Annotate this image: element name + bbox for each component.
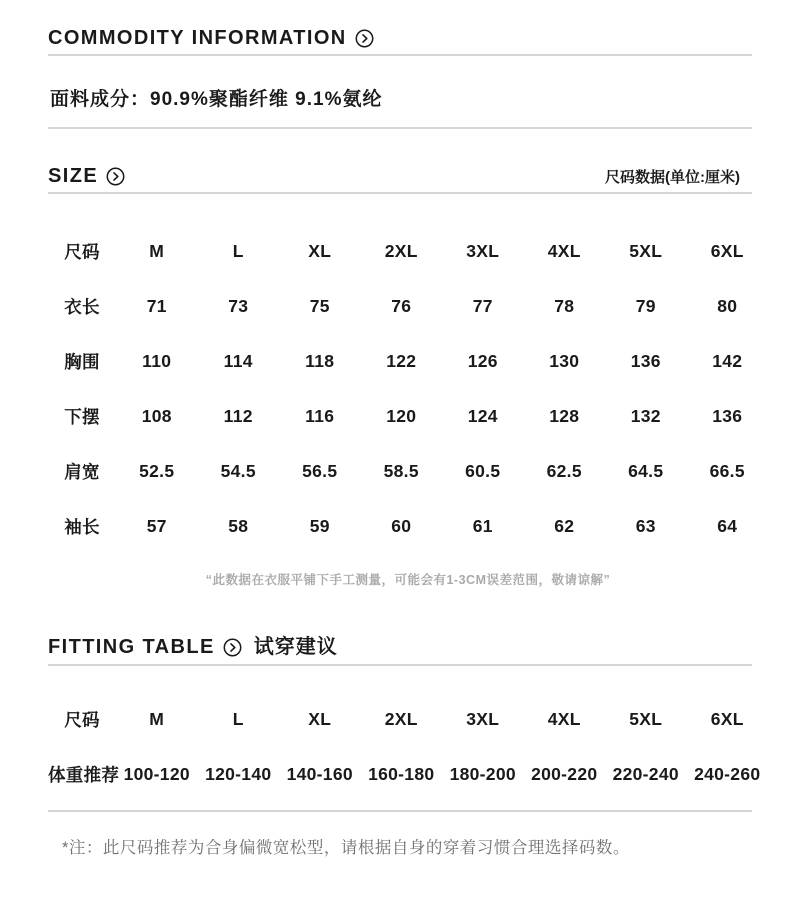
size-cell: 71	[146, 296, 167, 316]
size-cell: 136	[712, 406, 743, 426]
fitting-table-title-en: FITTING TABLE	[48, 636, 215, 658]
size-cell: 58	[228, 516, 249, 536]
row-label: 尺码	[64, 242, 100, 262]
size-cell: 62.5	[546, 461, 582, 481]
size-cell: 118	[305, 351, 335, 371]
fit-cell: 240-260	[694, 764, 761, 784]
fit-cell: 160-180	[368, 764, 435, 784]
commodity-information-title: COMMODITY INFORMATION	[48, 27, 347, 49]
size-cell: 2XL	[384, 241, 418, 261]
size-cell: 66.5	[709, 461, 745, 481]
size-section	[48, 165, 752, 588]
size-cell: 60.5	[465, 461, 501, 481]
size-cell: 114	[223, 351, 253, 371]
size-cell: XL	[308, 241, 332, 261]
fit-cell: XL	[308, 709, 332, 729]
table-row	[48, 334, 768, 389]
fit-cell: M	[149, 709, 165, 729]
row-label: 胸围	[64, 352, 100, 372]
size-cell: M	[149, 241, 165, 261]
size-cell: 59	[309, 516, 330, 536]
fit-cell: 120-140	[205, 764, 272, 784]
table-row	[48, 279, 768, 334]
size-cell: 56.5	[302, 461, 338, 481]
size-cell: 73	[228, 296, 249, 316]
table-row	[48, 499, 768, 554]
size-cell: 57	[146, 516, 167, 536]
fit-cell: 5XL	[629, 709, 663, 729]
size-cell: 78	[554, 296, 575, 316]
divider	[48, 664, 752, 666]
commodity-information-section	[48, 27, 752, 129]
size-cell: 62	[554, 516, 575, 536]
chevron-right-circle-icon[interactable]	[355, 29, 374, 48]
row-label: 体重推荐	[48, 765, 120, 785]
table-row	[48, 224, 768, 279]
size-cell: 63	[635, 516, 656, 536]
size-cell: 64.5	[628, 461, 664, 481]
size-cell: 122	[386, 351, 417, 371]
size-cell: 120	[386, 406, 417, 426]
chevron-right-circle-icon[interactable]	[223, 638, 242, 657]
size-cell: 142	[712, 351, 743, 371]
fitting-table-section	[48, 636, 761, 858]
size-header-left	[48, 165, 125, 187]
divider	[48, 54, 752, 56]
fit-cell: 100-120	[123, 764, 190, 784]
size-cell: 126	[467, 351, 498, 371]
size-cell: 132	[630, 406, 661, 426]
size-cell: 3XL	[466, 241, 500, 261]
size-cell: 80	[717, 296, 738, 316]
row-label: 尺码	[64, 710, 100, 730]
table-row	[48, 444, 768, 499]
size-table	[48, 224, 768, 554]
row-label: 袖长	[64, 517, 100, 537]
size-cell: 54.5	[220, 461, 256, 481]
table-row	[48, 389, 768, 444]
table-row	[48, 692, 768, 747]
size-cell: 76	[391, 296, 412, 316]
size-cell: 130	[549, 351, 580, 371]
size-cell: 136	[630, 351, 661, 371]
fit-cell: 6XL	[710, 709, 744, 729]
size-cell: 116	[305, 406, 335, 426]
size-cell: 5XL	[629, 241, 663, 261]
measurement-disclaimer: “此数据在衣服平铺下手工测量，可能会有1-3CM误差范围，敬请谅解”	[205, 573, 611, 587]
divider	[48, 192, 752, 194]
size-cell: 64	[717, 516, 738, 536]
size-title: SIZE	[48, 165, 99, 187]
size-cell: 4XL	[547, 241, 581, 261]
fit-cell: 2XL	[384, 709, 418, 729]
row-label: 衣长	[64, 297, 100, 317]
size-cell: 77	[472, 296, 493, 316]
fit-cell: 220-240	[612, 764, 679, 784]
size-unit-note: 尺码数据(单位:厘米)	[605, 168, 740, 186]
fit-cell: 3XL	[466, 709, 500, 729]
fit-cell: 180-200	[449, 764, 516, 784]
size-cell: 112	[223, 406, 253, 426]
fitting-table-header	[48, 636, 752, 658]
table-row	[48, 747, 768, 802]
size-cell: 124	[467, 406, 498, 426]
size-cell: 110	[142, 351, 172, 371]
size-cell: 61	[472, 516, 493, 536]
fit-cell: 4XL	[547, 709, 581, 729]
fitting-table	[48, 692, 768, 802]
commodity-information-header	[48, 27, 752, 49]
size-cell: 108	[141, 406, 172, 426]
size-cell: 58.5	[383, 461, 419, 481]
fabric-composition-line: 面料成分：90.9%聚酯纤维 9.1%氨纶	[50, 89, 383, 110]
size-cell: L	[232, 241, 244, 261]
size-cell: 6XL	[710, 241, 744, 261]
divider	[48, 810, 752, 812]
size-recommendation-note: *注：此尺码推荐为合身偏微宽松型，请根据自身的穿着习惯合理选择码数。	[62, 839, 630, 857]
size-cell: 128	[549, 406, 580, 426]
fitting-table-title-cn: 试穿建议	[253, 636, 338, 658]
fit-cell: 200-220	[531, 764, 598, 784]
row-label: 下摆	[64, 407, 100, 427]
fit-cell: L	[232, 709, 244, 729]
size-cell: 75	[309, 296, 330, 316]
size-cell: 60	[391, 516, 412, 536]
divider	[48, 127, 752, 129]
size-header	[48, 165, 752, 187]
row-label: 肩宽	[64, 462, 100, 482]
size-cell: 52.5	[139, 461, 175, 481]
fit-cell: 140-160	[286, 764, 353, 784]
size-cell: 79	[635, 296, 656, 316]
chevron-right-circle-icon[interactable]	[106, 167, 125, 186]
